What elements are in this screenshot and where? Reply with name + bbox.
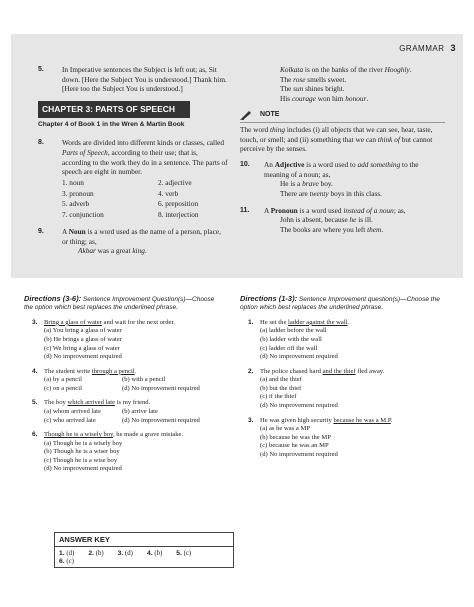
rule-number: 11. <box>240 206 250 214</box>
answer-key <box>54 532 234 568</box>
example-text: . <box>381 225 384 235</box>
option[interactable]: (c) because he was an MP <box>260 442 329 450</box>
option[interactable]: (a) as he was a MP <box>260 425 310 433</box>
note-emphasis: thing <box>270 124 285 134</box>
part-item: 5. adverb <box>62 199 90 209</box>
options-grid <box>44 376 224 393</box>
question-5 <box>24 399 224 425</box>
underlined-phrase: and the thief <box>322 367 356 375</box>
answer-value: (d) <box>66 550 75 557</box>
example-text: His <box>280 94 292 104</box>
theory-right-column <box>240 65 445 242</box>
underlined-phrase: through a pencil <box>91 367 135 375</box>
rule-emphasis: Parts of Speech <box>62 147 108 157</box>
option[interactable]: (a) You bring a glass of water <box>44 327 122 335</box>
option[interactable]: (b) but the thief <box>260 384 302 392</box>
question-number: 2. <box>248 367 254 375</box>
example-text: He is a <box>280 179 303 189</box>
rule-text: ; as, <box>393 205 406 215</box>
page-number: 3 <box>450 43 456 53</box>
running-header <box>399 43 456 53</box>
rule-9 <box>38 227 228 256</box>
question-number: 1. <box>248 318 254 326</box>
option[interactable]: (b) Though he is a wiser boy <box>44 448 120 456</box>
rule-text: An <box>264 159 275 169</box>
question-stem <box>44 368 224 377</box>
option[interactable]: (b) with a pencil <box>122 376 166 384</box>
part-item: 3. pronoun <box>62 188 94 198</box>
part-item: 4. verb <box>158 188 179 198</box>
example-text: There are <box>280 189 310 199</box>
example-text: The books are where you left <box>280 225 368 235</box>
example-emphasis: Hooghly <box>384 65 410 74</box>
note-text <box>240 122 445 154</box>
stem-text: The police chased hard <box>260 367 323 375</box>
option[interactable]: (b) ladder with the wall <box>260 336 322 343</box>
option[interactable]: (c) Though he is a wise boy <box>44 456 118 464</box>
example-emphasis: them <box>367 225 382 235</box>
example-line <box>62 246 228 256</box>
question-3 <box>24 319 224 362</box>
example-emphasis: rose <box>293 74 306 84</box>
question-6 <box>24 431 224 474</box>
example-emphasis: he <box>349 215 357 225</box>
question-stem <box>260 417 445 426</box>
answer-number: 6. <box>59 558 65 565</box>
rule-text: Words are divided into different kinds or classes, called <box>62 138 224 148</box>
option[interactable]: (b) He brings a glass of water <box>44 336 123 343</box>
rule-text: is a word used to <box>304 159 358 169</box>
question-number: 6. <box>32 431 38 439</box>
stem-text: is my friend. <box>115 399 151 407</box>
part-item: 2. adjective <box>158 177 192 187</box>
answer-number: 3. <box>117 550 124 557</box>
directions <box>240 294 445 313</box>
answer-number: 4. <box>146 550 153 557</box>
answer-item <box>176 550 191 557</box>
answer-value: (b) <box>95 550 104 557</box>
question-stem <box>44 399 224 408</box>
rule-text: to the meaning of a noun; as, <box>264 159 419 179</box>
stem-text: , he made a grave mistake. <box>112 431 184 439</box>
stem-text: fled away. <box>355 367 385 375</box>
exercise-right-column <box>240 294 445 465</box>
rule-text: , according to their use; that is, according to the work they do in a sentence. The parts of speech are eight in number. <box>62 147 228 177</box>
stem-text: . <box>134 367 137 375</box>
option[interactable]: (d) No improvement required <box>260 450 338 458</box>
stem-text: He set the <box>260 318 289 326</box>
rule-number: 9. <box>38 227 44 235</box>
option[interactable]: (a) ladder before the wall <box>260 327 327 335</box>
theory-left-column <box>38 65 228 263</box>
rule-emphasis: instead of a noun <box>343 205 394 215</box>
directions <box>24 294 224 313</box>
chapter-subtitle: Chapter 4 of Book 1 in the Wren & Martin Book <box>38 121 185 129</box>
example-line <box>264 225 445 235</box>
example-text: shines bright. <box>303 84 345 94</box>
example-emphasis: Akbar <box>78 246 96 256</box>
option[interactable]: (a) by a pencil <box>44 376 82 384</box>
part-item: 8. interjection <box>158 210 199 220</box>
answer-item <box>59 558 74 565</box>
question-number: 5. <box>32 399 38 407</box>
example-text: is on the banks of the river <box>303 65 385 74</box>
option[interactable]: (a) Though he is a wisely boy <box>44 439 123 447</box>
option[interactable]: (d) No improvement required <box>260 353 338 361</box>
example-text: . <box>366 94 369 104</box>
answer-row <box>55 557 233 565</box>
example-emphasis: brave <box>302 179 319 189</box>
exercise-left-column <box>24 294 224 480</box>
option[interactable]: (c) if the thief <box>260 393 297 401</box>
rule-emphasis: add something <box>357 159 401 169</box>
stem-text: The boy <box>44 399 68 407</box>
rule-text: In Imperative sentences the Subject is left out; as, Sit down. [Here the Subject You is understood.] Thank him. [Here too the Subject You is understood.] <box>62 65 227 94</box>
option[interactable]: (a) whom arrived late <box>44 407 101 415</box>
option[interactable]: (d) No improvement required <box>260 401 338 409</box>
option[interactable]: (b) because he was the MP <box>260 433 331 441</box>
option[interactable]: (b) arrive late <box>122 407 158 415</box>
option[interactable]: (a) and the thief <box>260 376 302 384</box>
example-emphasis: courage <box>291 94 316 104</box>
answer-value: (b) <box>154 550 163 557</box>
stem-text: He was given high security <box>260 416 334 424</box>
option[interactable]: (d) No improvement required <box>122 384 200 392</box>
example-text: . <box>409 65 412 74</box>
example-emphasis: twenty <box>309 189 329 199</box>
rule-text: A <box>264 205 271 215</box>
underlined-phrase: Bring a glass of water <box>44 318 102 326</box>
rule-11 <box>240 206 445 235</box>
directions-title: Directions (3-6): <box>24 294 82 303</box>
option[interactable]: (c) We bring a glass of water <box>44 344 120 352</box>
rule-term: Pronoun <box>270 205 298 215</box>
question-number: 4. <box>32 367 38 375</box>
option[interactable]: (c) who arrived late <box>44 416 96 424</box>
underlined-phrase: which arrived late <box>67 399 116 407</box>
answer-key-title: ANSWER KEY <box>55 533 233 547</box>
noun-examples <box>240 65 445 104</box>
chapter-title: CHAPTER 3: PARTS OF SPEECH <box>38 101 190 118</box>
option[interactable]: (c) on a pencil <box>44 384 82 392</box>
answer-item <box>88 550 103 557</box>
answer-number: 2. <box>88 550 94 557</box>
answer-value: (c) <box>183 550 192 557</box>
directions-title: Directions (1-3): <box>240 294 298 303</box>
question-1 <box>240 319 445 362</box>
answer-number: 5. <box>176 550 182 557</box>
rule-text: A <box>62 226 69 236</box>
rule-text: is a word used <box>297 205 344 215</box>
rule-10 <box>240 160 445 199</box>
question-stem <box>260 319 445 328</box>
example-emphasis: sun <box>293 84 304 94</box>
example-emphasis: Kolkata <box>280 65 304 74</box>
part-item: 6. preposition <box>158 199 199 209</box>
answer-value: (c) <box>66 558 74 565</box>
option[interactable]: (d) No improvement required <box>44 353 122 361</box>
example-line <box>280 75 445 85</box>
question-stem <box>44 319 224 328</box>
note-text-part: includes (i) all objects that we can see, hear, taste, touch, or smell; and (ii) something that we can <box>240 124 433 144</box>
example-line <box>280 84 445 94</box>
directions-text: Sentence Improvement question(s)—Choose the option which best replaces the underlined phrase. <box>240 296 440 312</box>
option[interactable]: (d) No improvement required <box>44 465 122 473</box>
question-number: 3. <box>32 318 38 326</box>
answer-item <box>118 550 133 557</box>
part-item: 7. conjunction <box>62 210 104 220</box>
question-stem <box>44 431 224 440</box>
rule-5 <box>38 65 228 94</box>
underlined-phrase: ladder against the wall <box>288 318 348 326</box>
rule-term: Noun <box>68 226 86 236</box>
directions-text: Sentence Improvement Question(s)—Choose the option which best replaces the underlined phrase. <box>24 296 215 312</box>
stem-text: and wait for the next order. <box>101 318 175 326</box>
rule-term: Adjective <box>274 159 305 169</box>
example-text: John is absent, because <box>280 215 350 225</box>
note-label: NOTE <box>260 111 280 119</box>
example-line <box>264 215 445 225</box>
note-text-part: The word <box>240 124 270 134</box>
note-heading <box>240 110 445 120</box>
answer-item <box>59 550 74 557</box>
stem-text: The student write <box>44 367 92 375</box>
stem-text: . <box>347 318 350 326</box>
pen-note-icon <box>240 110 252 120</box>
example-emphasis: honour <box>345 94 367 104</box>
rule-text: is a word used as the name of a person, place, or thing; as, <box>62 226 221 246</box>
answer-number: 1. <box>59 550 65 557</box>
example-text: . <box>144 246 147 256</box>
answer-item <box>147 550 162 557</box>
rule-number: 8. <box>38 139 44 147</box>
answer-value: (d) <box>125 550 133 557</box>
example-text: boy. <box>318 179 333 189</box>
parts-list <box>62 178 228 220</box>
part-item: 1. noun <box>62 177 84 187</box>
question-4 <box>24 368 224 394</box>
option[interactable]: (c) ladder off the wall <box>260 344 318 352</box>
example-text: was a great <box>95 246 133 256</box>
example-text: won him <box>315 94 346 104</box>
rule-number: 5. <box>38 66 44 73</box>
example-emphasis: king <box>132 246 145 256</box>
note-emphasis: think of <box>377 134 400 144</box>
example-line <box>264 179 445 189</box>
question-number: 3. <box>248 416 254 424</box>
example-text: The <box>280 84 294 94</box>
example-text: The <box>280 74 294 84</box>
answer-row <box>55 547 233 557</box>
example-text: is ill. <box>356 215 373 225</box>
section-name: GRAMMAR <box>399 44 445 53</box>
rule-8 <box>38 138 228 220</box>
example-line <box>280 94 445 104</box>
question-3 <box>240 417 445 460</box>
option[interactable]: (d) No improvement required <box>122 416 200 424</box>
options-grid <box>44 408 224 425</box>
question-stem <box>260 368 445 377</box>
underlined-phrase: Though he is a wisely boy <box>44 431 113 439</box>
example-text: boys in this class. <box>328 189 382 199</box>
underlined-phrase: because he was a M.P <box>333 416 391 424</box>
stem-text: . <box>390 416 393 424</box>
question-2 <box>240 368 445 411</box>
note-text-part: but cannot perceive by the senses. <box>240 134 433 154</box>
example-line <box>264 189 445 199</box>
example-text: smells sweet. <box>305 74 347 84</box>
rule-number: 10. <box>240 160 250 168</box>
example-line <box>280 65 445 75</box>
